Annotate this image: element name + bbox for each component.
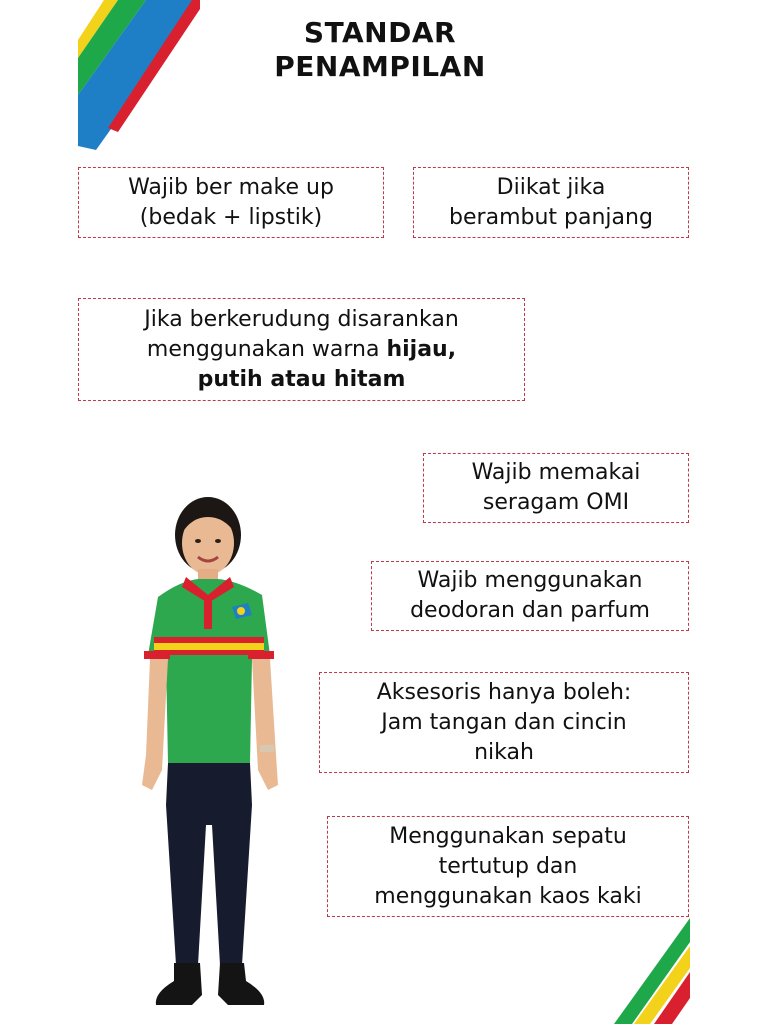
- rule-accessories-line-1: Aksesoris hanya boleh:: [376, 679, 632, 705]
- rule-shoes-box: [327, 816, 689, 917]
- person-in-uniform-illustration: [120, 495, 300, 1020]
- rule-makeup-line-2: (bedak + lipstik): [139, 204, 323, 230]
- rule-shoes-line-1: Menggunakan sepatu: [389, 823, 627, 849]
- rule-accessories-line-3: nikah: [474, 739, 534, 765]
- title-line-1: STANDAR: [303, 16, 457, 49]
- rule-hair-box: [413, 167, 689, 238]
- rule-deodorant-line-1: Wajib menggunakan: [417, 568, 643, 593]
- rule-accessories-line-2: Jam tangan dan cincin: [381, 709, 627, 735]
- rule-veil-line-1: Jika berkerudung disarankan: [144, 306, 459, 332]
- rule-veil-color-green: hijau,: [386, 336, 457, 362]
- rule-makeup-line-1: Wajib ber make up: [128, 174, 334, 200]
- rule-veil-line-2: [147, 335, 456, 365]
- rule-deodorant-line-2: deodoran dan parfum: [410, 598, 650, 623]
- rule-shoes-line-3: menggunakan kaos kaki: [374, 883, 642, 909]
- rule-hair-line-1: Diikat jika: [496, 174, 606, 200]
- rule-veil-line-2-text: menggunakan warna: [146, 336, 387, 362]
- rule-shoes-line-2: tertutup dan: [438, 853, 578, 879]
- top-left-stripes-decoration: [0, 0, 200, 160]
- rule-deodorant-box: [371, 561, 689, 631]
- rule-makeup-box: [78, 167, 384, 238]
- rule-veil-box: [78, 298, 525, 401]
- rule-uniform-line-1: Wajib memakai: [471, 460, 641, 485]
- rule-veil-colors-white-black: putih atau hitam: [197, 366, 406, 392]
- page-title: [230, 16, 530, 84]
- rule-uniform-box: [423, 453, 689, 523]
- title-line-2: PENAMPILAN: [274, 50, 486, 83]
- rule-hair-line-2: berambut panjang: [449, 204, 653, 230]
- rule-accessories-box: [319, 672, 689, 773]
- rule-veil-line-3: [198, 365, 406, 395]
- rule-uniform-line-2: seragam OMI: [482, 490, 630, 515]
